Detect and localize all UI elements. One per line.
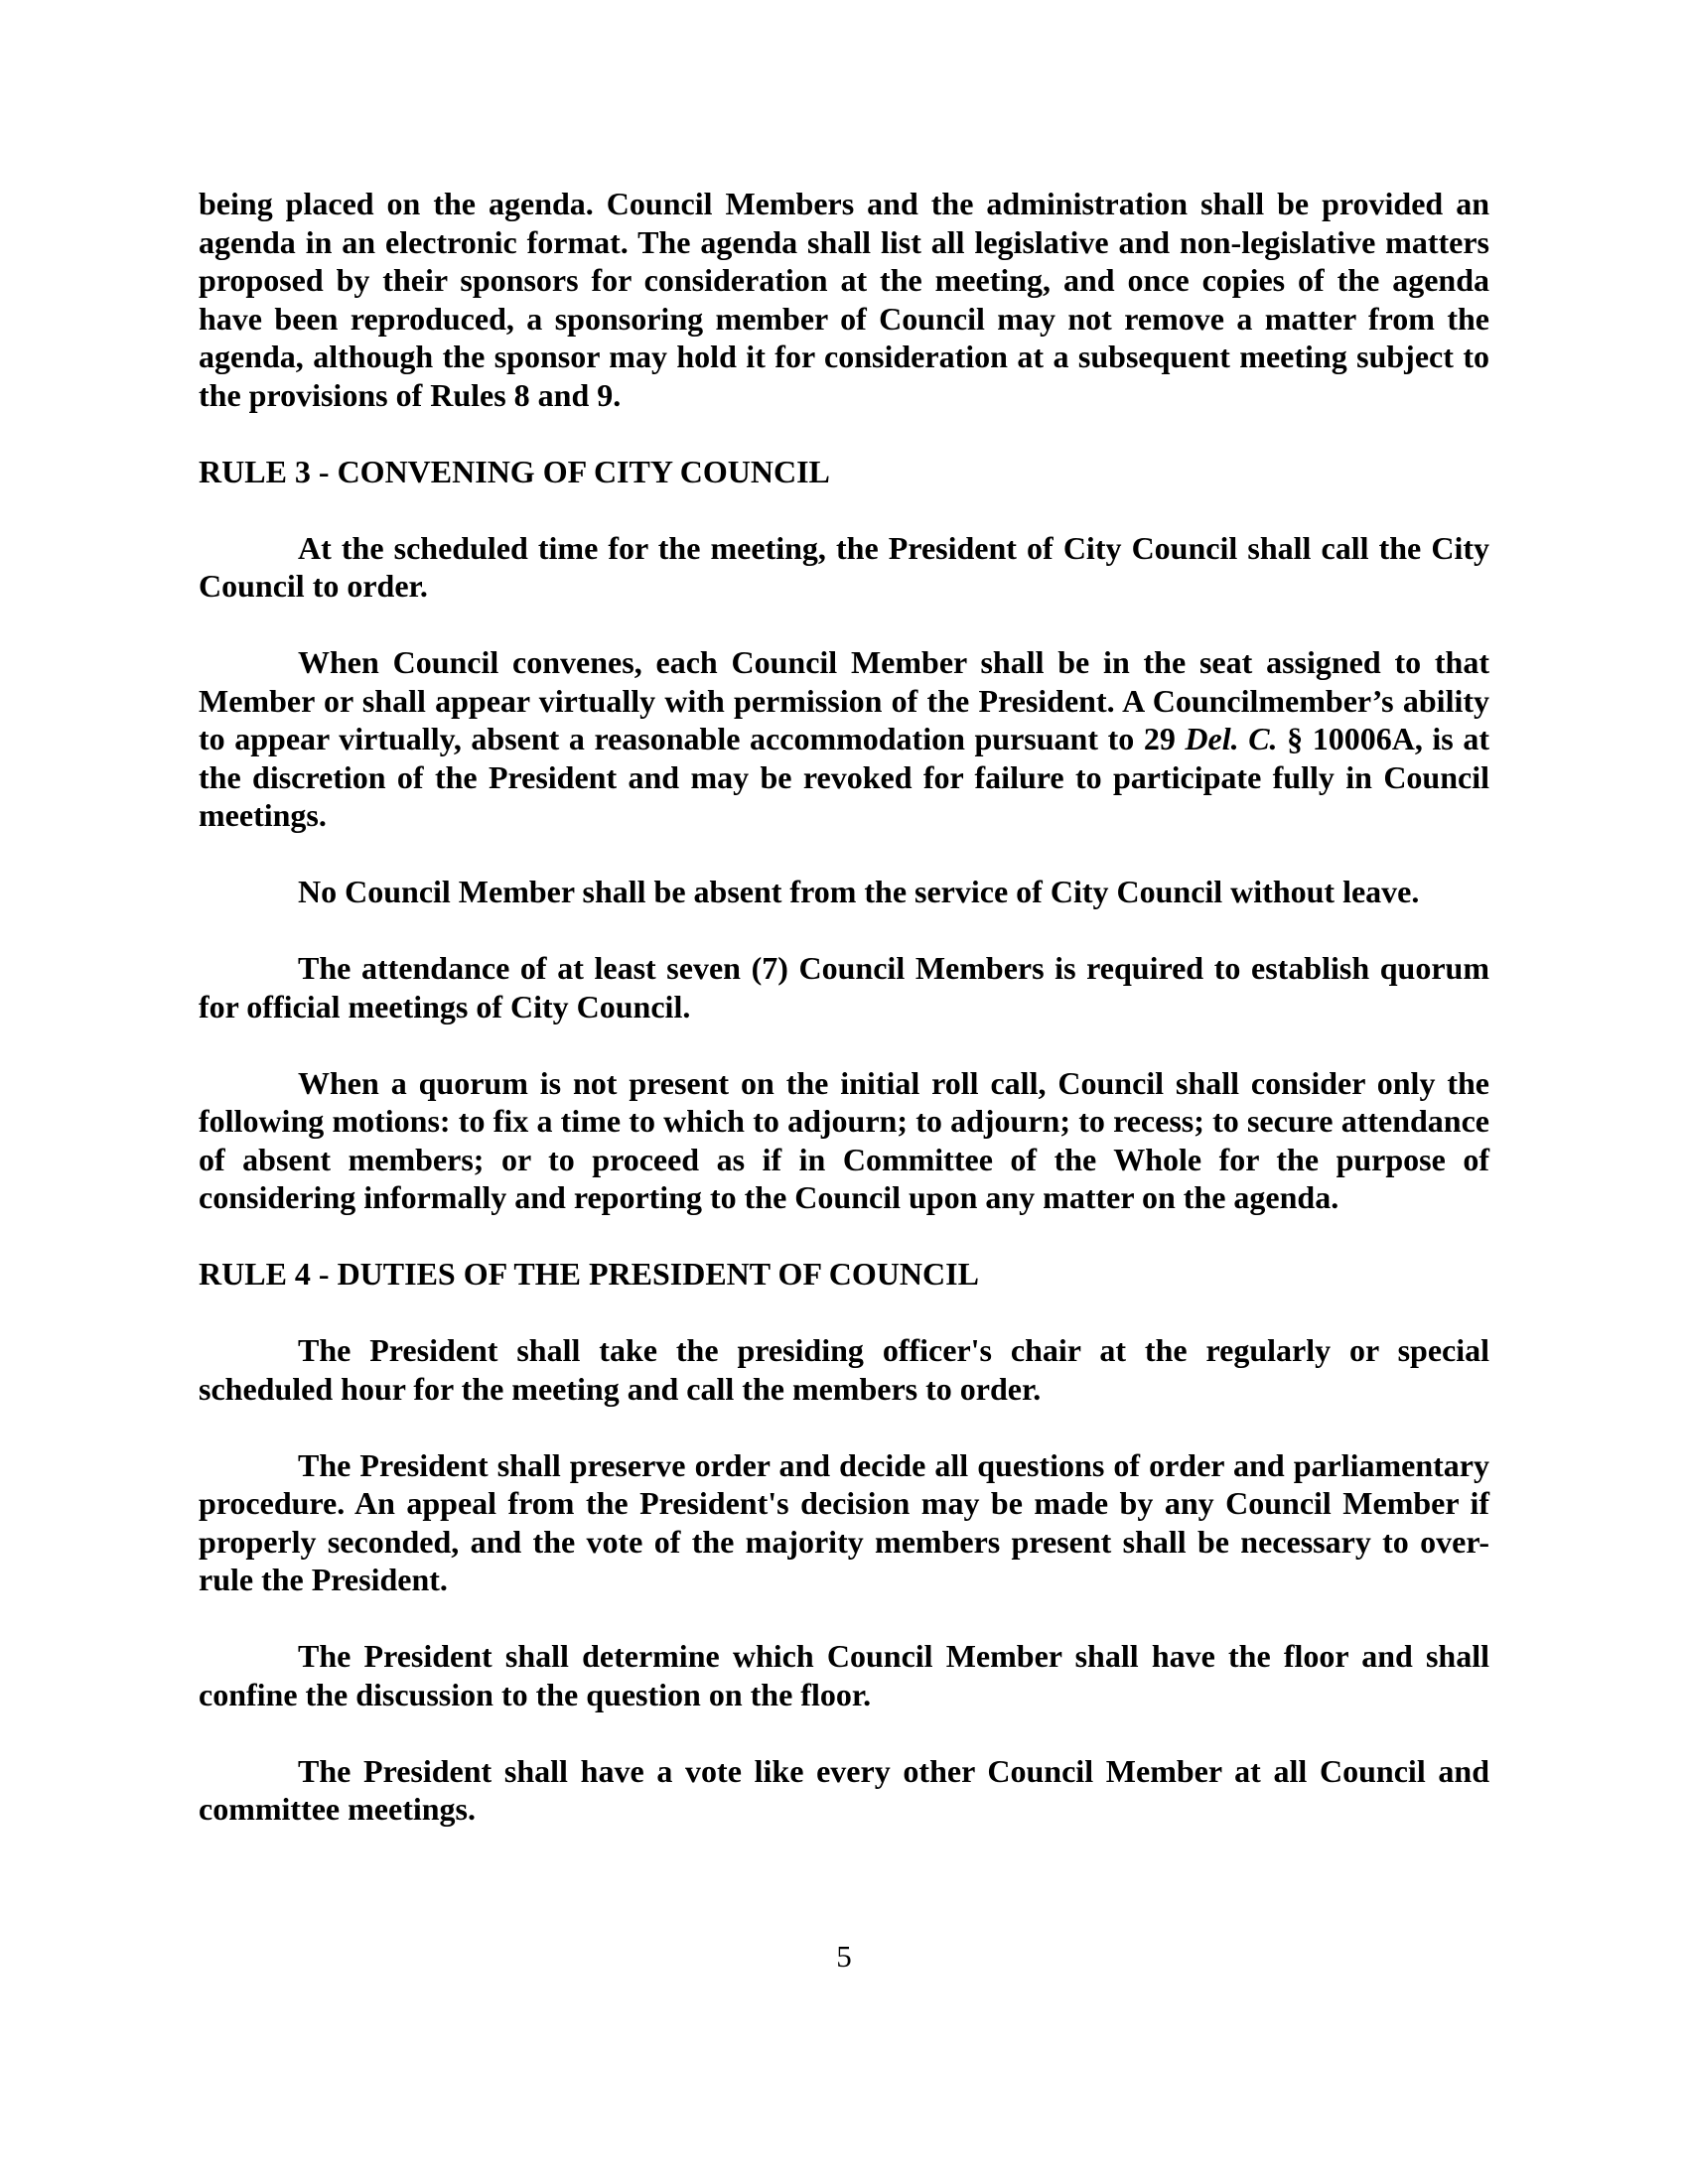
text-run: The President shall have a vote like every other Council Member at all Council and committee meetings. (199, 1752, 1489, 1827)
text-run: The President shall take the presiding officer's chair at the regularly or special scheduled hour for the meeting and call the members to order. (199, 1332, 1489, 1407)
text-run: No Council Member shall be absent from the service of City Council without leave. (298, 874, 1420, 909)
text-run: The attendance of at least seven (7) Council Members is required to establish quorum for official meetings of City Council. (199, 950, 1489, 1024)
body-paragraph (199, 1331, 1489, 1408)
body-paragraph (199, 1637, 1489, 1713)
text-run: The President shall determine which Council Member shall have the floor and shall confine the discussion to the question on the floor. (199, 1638, 1489, 1712)
text-run: RULE 3 - CONVENING OF CITY COUNCIL (199, 453, 830, 489)
body-paragraph (199, 1064, 1489, 1217)
body-paragraph (199, 529, 1489, 606)
text-run: At the scheduled time for the meeting, the President of City Council shall call the City Council to order. (199, 529, 1489, 604)
rule-heading (199, 1255, 1489, 1294)
text-run: When Council convenes, each Council Member shall be in the seat assigned to that Member or shall appear virtually with permission of the President. A Councilmember’s ability to appear virtually, absent a reasonable accommodation pursuant to 29 (199, 644, 1489, 756)
text-run: § 10006A, is at the discretion of the President and may be revoked for failure to participate fully in Council meetings. (199, 721, 1490, 833)
body-paragraph (199, 643, 1489, 835)
body-paragraph (199, 1752, 1489, 1829)
citation-italic: Del. C. (1185, 721, 1278, 756)
document-body (199, 185, 1489, 1866)
text-run: being placed on the agenda. Council Members and the administration shall be provided an agenda in an electronic format. The agenda shall list all legislative and non-legislative matters proposed by their sponsors for consideration at the meeting, and once copies of the agenda have been reproduced, a sponsoring member of Council may not remove a matter from the agenda, although the sponsor may hold it for consideration at a subsequent meeting subject to the provisions of Rules 8 and 9. (199, 186, 1489, 413)
body-paragraph (199, 873, 1489, 911)
body-paragraph (199, 185, 1489, 414)
text-run: RULE 4 - DUTIES OF THE PRESIDENT OF COUNCIL (199, 1256, 979, 1292)
page-number: 5 (836, 1939, 852, 1974)
text-run: The President shall preserve order and decide all questions of order and parliamentary procedure. An appeal from the President's decision may be made by any Council Member if properly seconded, and the vote of the majority members present shall be necessary to over-rule the President. (199, 1446, 1489, 1597)
body-paragraph (199, 1446, 1489, 1599)
rule-heading (199, 453, 1489, 491)
text-run: When a quorum is not present on the initial roll call, Council shall consider only the following motions: to fix a time to which to adjourn; to adjourn; to recess; to secure attendance of absent members; or to proceed as if in Committee of the Whole for the purpose of considering informally and reporting to the Council upon any matter on the agenda. (199, 1064, 1489, 1215)
body-paragraph (199, 949, 1489, 1025)
